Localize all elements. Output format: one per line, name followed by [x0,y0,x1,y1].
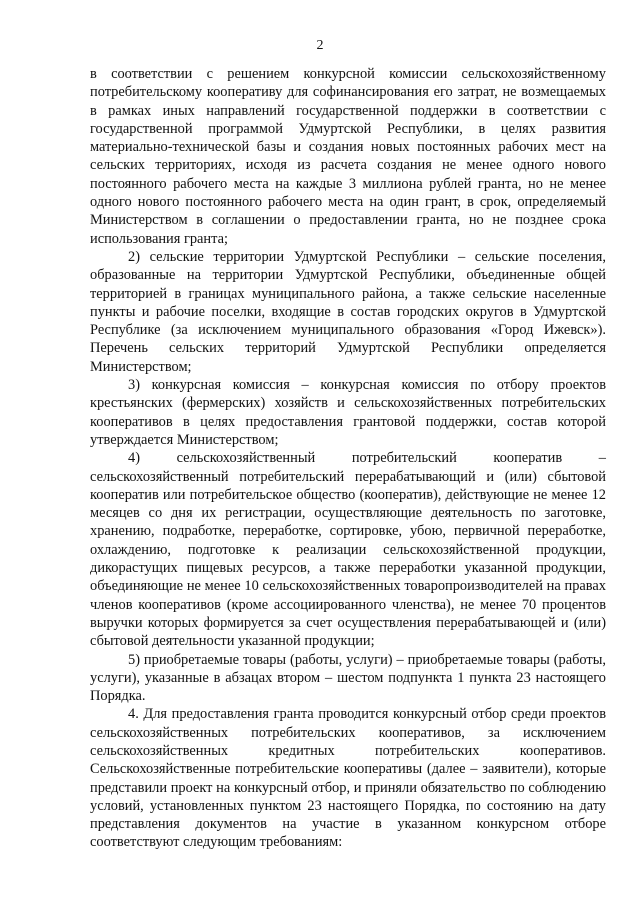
paragraph-continuation: в соответствии с решением конкурсной комиссии сельскохозяйственному потребительскому кооперативу для софинансирования его затрат, не возмещаемых в рамках иных направлений государственной поддержки в соответствии с государственной программой Удмуртской Республики, в целях развития материально-технической базы и создания новых постоянных рабочих мест на сельских территориях, исходя из расчета создания не менее одного нового постоянного рабочего места на каждые 3 миллиона рублей гранта, но не менее одного нового постоянного рабочего места на один грант, в срок, определяемый Министерством в соглашении о предоставлении гранта, но не позднее срока использования гранта; [90,66,606,247]
paragraph-item-3: 3) конкурсная комиссия – конкурсная комиссия по отбору проектов крестьянских (фермерских) хозяйств и сельскохозяйственных потребительских кооперативов в целях предоставления грантовой поддержки, состав которой утверждается Министерством; [90,377,606,448]
paragraph-item-4: 4) сельскохозяйственный потребительский кооператив – сельскохозяйственный потребительский перерабатывающий и (или) сбытовой кооператив или потребительское общество (кооператив), действующие не менее 12 месяцев со дня их регистрации, осуществляющие деятельность по заготовке, хранению, подработке, переработке, сортировке, убою, первичной переработке, охлаждению, подготовке к реализации сельскохозяйственной продукции, дикорастущих пищевых ресурсов, а также переработки указанной продукции, объединяющие не менее 10 сельскохозяйственных товаропроизводителей на правах членов кооперативов (кроме ассоциированного членства), не менее 70 процентов выручки которых формируется за счет осуществления перерабатывающей и (или) сбытовой деятельности указанной продукции; [90,450,606,650]
document-body [90,65,606,852]
paragraph-item-5: 5) приобретаемые товары (работы, услуги) – приобретаемые товары (работы, услуги), указанные в абзацах втором – шестом подпункта 1 пункта 23 настоящего Порядка. [90,651,606,705]
page-number: 2 [316,38,324,53]
paragraph-item-2: 2) сельские территории Удмуртской Республики – сельские поселения, образованные на территории Удмуртской Республики, объединенные общей территорией в границах муниципального района, а также сельские населенные пункты и рабочие поселки, входящие в состав городских округов в Удмуртской Республике (за исключением муниципального образования «Город Ижевск»). Перечень сельских территорий Удмуртской Республики определяется Министерством; [90,248,606,375]
paragraph-section-4: 4. Для предоставления гранта проводится конкурсный отбор среди проектов сельскохозяйственных потребительских кооперативов, за исключением сельскохозяйственных кредитных потребительских кооперативов. Сельскохозяйственные потребительские кооперативы (далее – заявители), которые представили проект на конкурсный отбор, и приняли обязательство по соблюдению условий, установленных пунктом 23 настоящего Порядка, по состоянию на дату представления документов на участие в указанном конкурсном отборе соответствуют следующим требованиям: [90,706,606,851]
